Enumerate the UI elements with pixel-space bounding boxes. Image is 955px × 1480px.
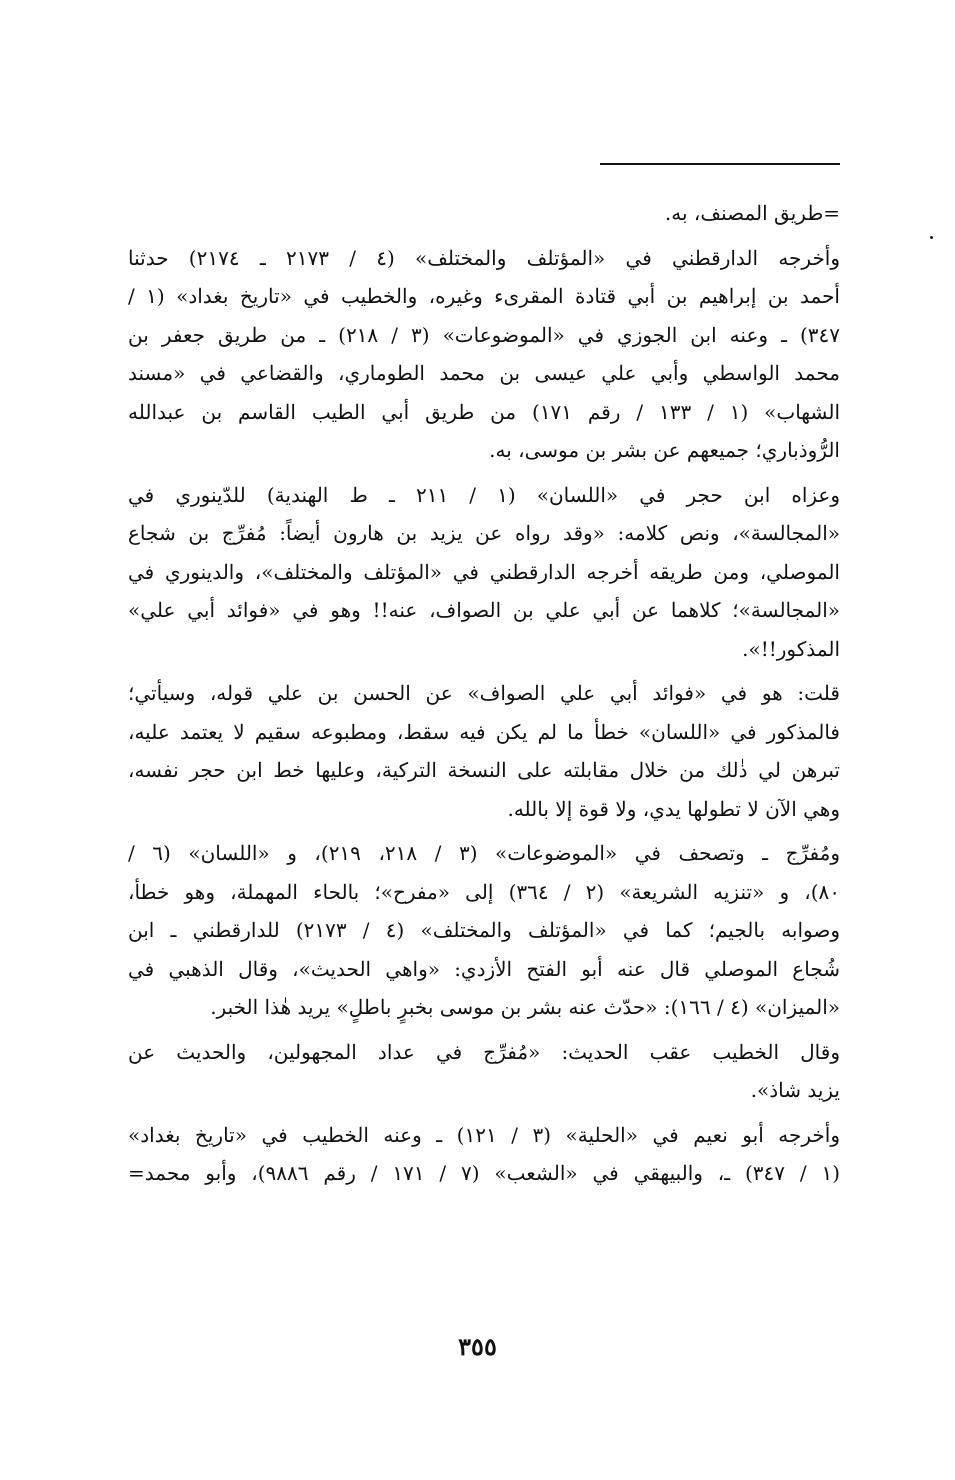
scan-speck <box>930 236 933 239</box>
text-line: وصوابه بالجيم؛ كما في «المؤتلف والمختلف» (٤ / ٢١٧٣) للدارقطني ـ ابن <box>128 918 840 942</box>
paragraph-ibn-hajar <box>128 476 840 669</box>
text-line: تبرهن لي ذٰلك من خلال مقابلته على النسخة التركية، وعليها خط ابن حجر نفسه، <box>128 758 840 782</box>
text-line: قلت: هو في «فوائد أبي علي الصواف» عن الحسن بن علي قوله، وسيأتي؛ <box>128 681 840 705</box>
text-line: ٣٤٧) ـ وعنه ابن الجوزي في «الموضوعات» (٣ / ٢١٨) ـ من طريق جعفر بن <box>128 322 840 347</box>
text-line: «المجالسة»؛ كلاهما عن أبي علي بن الصواف، عنه!! وهو في «فوائد أبي علي» <box>128 598 840 622</box>
paragraph-abu-nuaym <box>128 1116 840 1193</box>
text-line: وعزاه ابن حجر في «اللسان» (١ / ٢١١ ـ ط الهندية) للدّينوري في <box>128 482 840 507</box>
paragraph-continuation <box>128 194 840 233</box>
page-number: ٣٥٥ <box>458 1332 497 1361</box>
text-line: شُجاع الموصلي قال عنه أبو الفتح الأزدي: «واهي الحديث»، وقال الذهبي في <box>128 956 840 981</box>
text-line: أحمد بن إبراهيم بن أبي قتادة المقرىء وغيره، والخطيب في «تاريخ بغداد» (١ / <box>128 284 840 308</box>
text-line: وقال الخطيب عقب الحديث: «مُفرِّج في عداد المجهولين، والحديث عن <box>128 1039 840 1064</box>
footnote-separator-line <box>600 163 840 165</box>
text-line: =طريق المصنف، به. <box>664 201 840 225</box>
text-line: الرُّوذباري؛ جميعهم عن بشر بن موسى، به. <box>489 438 840 462</box>
text-line: المذكور!!». <box>742 636 840 661</box>
text-line: وأخرجه الدارقطني في «المؤتلف والمختلف» (٤ / ٢١٧٣ ـ ٢١٧٤) حدثنا <box>128 245 840 270</box>
text-line: وأخرجه أبو نعيم في «الحلية» (٣ / ١٢١) ـ وعنه الخطيب في «تاريخ بغداد» <box>128 1122 840 1147</box>
text-line: محمد الواسطي وأبي علي عيسى بن محمد الطوماري، والقضاعي في «مسند <box>128 361 840 385</box>
text-line: «الميزان» (٤ / ١٦٦): «حدّث عنه بشر بن موسى بخبرٍ باطلٍ» يريد هٰذا الخبر. <box>210 995 840 1019</box>
text-line: يزيد شاذ». <box>750 1078 840 1102</box>
text-line: ومُفرِّج ـ وتصحف في «الموضوعات» (٣ / ٢١٨، ٢١٩)، و «اللسان» (٦ / <box>128 841 840 865</box>
paragraph-khatib <box>128 1033 840 1110</box>
paragraph-mufarrij <box>128 834 840 1027</box>
footnote-text-block <box>128 194 840 1193</box>
text-line: (١ / ٣٤٧) ـ، والبيهقي في «الشعب» (٧ / ١٧١ / رقم ٩٨٨٦)، وأبو محمد= <box>128 1161 840 1185</box>
text-line: فالمذكور في «اللسان» خطأ ما لم يكن فيه سقط، ومطبوعه سقيم لا يعتمد عليه، <box>128 719 840 744</box>
paragraph-daraqutni <box>128 239 840 470</box>
text-line: «المجالسة»، ونص كلامه: «وقد رواه عن يزيد بن هارون أيضاً: مُفرِّج بن شجاع <box>128 521 840 545</box>
text-line: الشهاب» (١ / ١٣٣ / رقم ١٧١) من طريق أبي الطيب القاسم بن عبدالله <box>128 399 840 424</box>
text-line: وهي الآن لا تطولها يدي، ولا قوة إلا بالله. <box>507 796 840 821</box>
text-line: ٨٠)، و «تنزيه الشريعة» (٢ / ٣٦٤) إلى «مفرح»؛ بالحاء المهملة، وهو خطأ، <box>128 879 840 904</box>
text-line: الموصلي، ومن طريقه أخرجه الدارقطني في «المؤتلف والمختلف»، والدينوري في <box>128 559 840 584</box>
paragraph-qultu <box>128 674 840 828</box>
